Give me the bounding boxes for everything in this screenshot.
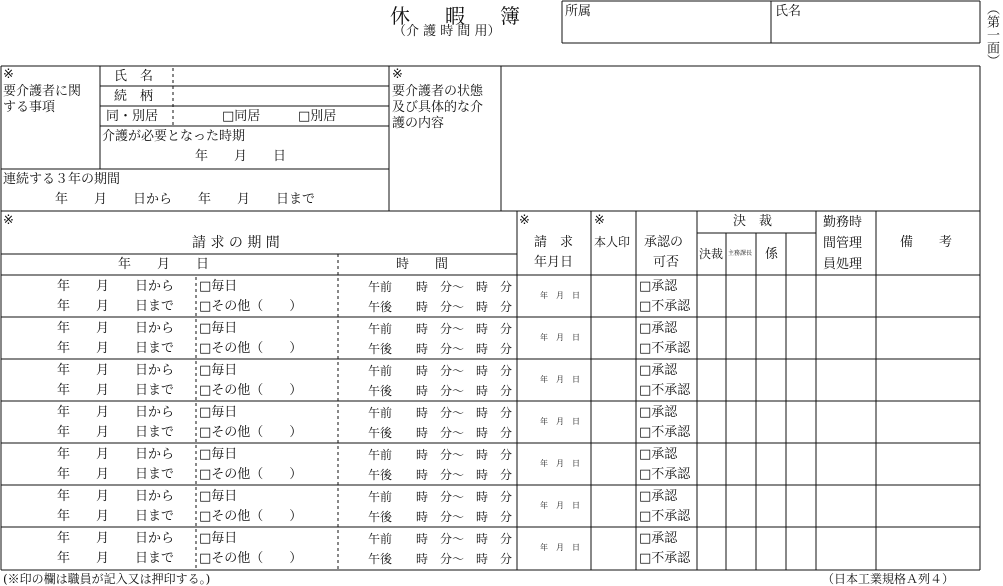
row-other-checkbox[interactable]: □その他（ ） (199, 383, 303, 398)
row-daily-checkbox[interactable]: □毎日 (199, 321, 238, 336)
row-to-date[interactable]: 年 月 日まで (57, 425, 175, 440)
separate-checkbox[interactable]: □別居 (298, 109, 337, 124)
row-request-date[interactable]: 年 月 日 (540, 501, 580, 510)
row-other-checkbox[interactable]: □その他（ ） (199, 299, 303, 314)
row-reject-checkbox[interactable]: □不承認 (639, 509, 691, 524)
row-from-date[interactable]: 年 月 日から (57, 489, 175, 504)
dept-label: 所属 (565, 4, 592, 19)
seal-label: 本人印 (594, 235, 631, 249)
row-approve-checkbox[interactable]: □承認 (639, 489, 678, 504)
row-from-date[interactable]: 年 月 日から (57, 531, 175, 546)
attendance-label-3: 員処理 (823, 257, 863, 272)
title-char-3: 簿 (500, 4, 520, 28)
row-reject-checkbox[interactable]: □不承認 (639, 383, 691, 398)
row-request-date[interactable]: 年 月 日 (540, 291, 580, 300)
row-other-checkbox[interactable]: □その他（ ） (199, 551, 303, 566)
mark-request: ※ (3, 213, 14, 228)
title-char-1: 休 (390, 4, 410, 28)
row-pm-time[interactable]: 午後 時 分～ 時 分 (368, 342, 513, 356)
row-reject-checkbox[interactable]: □不承認 (639, 299, 691, 314)
row-am-time[interactable]: 午前 時 分～ 時 分 (368, 406, 513, 420)
decision-sub-1: 決裁 (699, 247, 724, 261)
row-other-checkbox[interactable]: □その他（ ） (199, 341, 303, 356)
row-approve-checkbox[interactable]: □承認 (639, 321, 678, 336)
row-to-date[interactable]: 年 月 日まで (57, 341, 175, 356)
row-request-date[interactable]: 年 月 日 (540, 333, 580, 342)
col-time-label: 時 間 (396, 257, 449, 272)
state-label-2: 及び具体的な介 (392, 100, 484, 115)
cohabit-checkbox[interactable]: □同居 (222, 109, 261, 124)
row-pm-time[interactable]: 午後 時 分～ 時 分 (368, 426, 513, 440)
decision-sub-2: 主務課長 (728, 250, 753, 257)
row-daily-checkbox[interactable]: □毎日 (199, 279, 238, 294)
row-approve-checkbox[interactable]: □承認 (639, 279, 678, 294)
state-label-1: 要介護者の状態 (392, 84, 484, 99)
row-daily-checkbox[interactable]: □毎日 (199, 489, 238, 504)
request-date-label-2: 年月日 (534, 255, 574, 270)
row-from-date[interactable]: 年 月 日から (57, 405, 175, 420)
row-from-date[interactable]: 年 月 日から (57, 279, 175, 294)
row-daily-checkbox[interactable]: □毎日 (199, 363, 238, 378)
row-pm-time[interactable]: 午後 時 分～ 時 分 (368, 300, 513, 314)
side-label: （第一面） (984, 2, 999, 67)
row-request-date[interactable]: 年 月 日 (540, 375, 580, 384)
approval-label-2: 可否 (653, 255, 680, 270)
care-section-label-2: する事項 (3, 100, 56, 115)
row-to-date[interactable]: 年 月 日まで (57, 383, 175, 398)
row-request-date[interactable]: 年 月 日 (540, 417, 580, 426)
row-am-time[interactable]: 午前 時 分～ 時 分 (368, 448, 513, 462)
row-am-time[interactable]: 午前 時 分～ 時 分 (368, 322, 513, 336)
subtitle: （介 護 時 間 用） (393, 24, 501, 39)
title-char-2: 暇 (445, 4, 465, 28)
footer-standard: （日本工業規格Ａ列４） (822, 572, 955, 586)
mark-state: ※ (392, 67, 403, 82)
mark-care: ※ (3, 67, 14, 82)
row-pm-time[interactable]: 午後 時 分～ 時 分 (368, 468, 513, 482)
footer-note: (※印の欄は職員が記入又は押印する。) (3, 572, 211, 586)
row-approve-checkbox[interactable]: □承認 (639, 447, 678, 462)
row-reject-checkbox[interactable]: □不承認 (639, 425, 691, 440)
remarks-label: 備 考 (900, 235, 953, 250)
need-since-date[interactable]: 年 月 日 (195, 149, 287, 164)
row-from-date[interactable]: 年 月 日から (57, 363, 175, 378)
row-approve-checkbox[interactable]: □承認 (639, 531, 678, 546)
care-name-label: 氏 名 (114, 69, 154, 84)
row-request-date[interactable]: 年 月 日 (540, 543, 580, 552)
row-am-time[interactable]: 午前 時 分～ 時 分 (368, 532, 513, 546)
approval-label-1: 承認の (644, 235, 684, 250)
row-reject-checkbox[interactable]: □不承認 (639, 467, 691, 482)
row-pm-time[interactable]: 午後 時 分～ 時 分 (368, 510, 513, 524)
row-pm-time[interactable]: 午後 時 分～ 時 分 (368, 384, 513, 398)
row-from-date[interactable]: 年 月 日から (57, 321, 175, 336)
mark-request-date: ※ (519, 213, 530, 228)
care-relation-label: 続 柄 (114, 89, 154, 104)
row-other-checkbox[interactable]: □その他（ ） (199, 509, 303, 524)
row-reject-checkbox[interactable]: □不承認 (639, 551, 691, 566)
row-to-date[interactable]: 年 月 日まで (57, 509, 175, 524)
row-other-checkbox[interactable]: □その他（ ） (199, 425, 303, 440)
decision-label: 決 裁 (733, 214, 773, 229)
row-approve-checkbox[interactable]: □承認 (639, 363, 678, 378)
row-reject-checkbox[interactable]: □不承認 (639, 341, 691, 356)
attendance-label-1: 勤務時 (823, 215, 863, 230)
row-request-date[interactable]: 年 月 日 (540, 459, 580, 468)
period-fields[interactable]: 年 月 日から 年 月 日まで (55, 192, 316, 207)
row-daily-checkbox[interactable]: □毎日 (199, 447, 238, 462)
decision-sub-3: 係 (765, 247, 779, 262)
period-label: 連続する３年の期間 (3, 172, 121, 187)
row-am-time[interactable]: 午前 時 分～ 時 分 (368, 280, 513, 294)
attendance-label-2: 間管理 (823, 236, 863, 251)
row-daily-checkbox[interactable]: □毎日 (199, 405, 238, 420)
name-label: 氏名 (775, 4, 802, 19)
mark-seal: ※ (594, 213, 605, 228)
request-period-label: 請 求 の 期 間 (192, 235, 280, 251)
row-approve-checkbox[interactable]: □承認 (639, 405, 678, 420)
row-other-checkbox[interactable]: □その他（ ） (199, 467, 303, 482)
need-since-label: 介護が必要となった時期 (102, 129, 246, 144)
row-to-date[interactable]: 年 月 日まで (57, 467, 175, 482)
row-am-time[interactable]: 午前 時 分～ 時 分 (368, 364, 513, 378)
care-section-label-1: 要介護者に関 (3, 84, 82, 99)
state-label-3: 護の内容 (392, 116, 445, 131)
row-am-time[interactable]: 午前 時 分～ 時 分 (368, 490, 513, 504)
row-from-date[interactable]: 年 月 日から (57, 447, 175, 462)
care-living-label: 同・別居 (106, 109, 159, 124)
request-date-label-1: 請 求 (534, 235, 574, 250)
row-to-date[interactable]: 年 月 日まで (57, 299, 175, 314)
row-pm-time[interactable]: 午後 時 分～ 時 分 (368, 552, 513, 566)
row-daily-checkbox[interactable]: □毎日 (199, 531, 238, 546)
col-date-label: 年 月 日 (118, 257, 210, 272)
row-to-date[interactable]: 年 月 日まで (57, 551, 175, 566)
